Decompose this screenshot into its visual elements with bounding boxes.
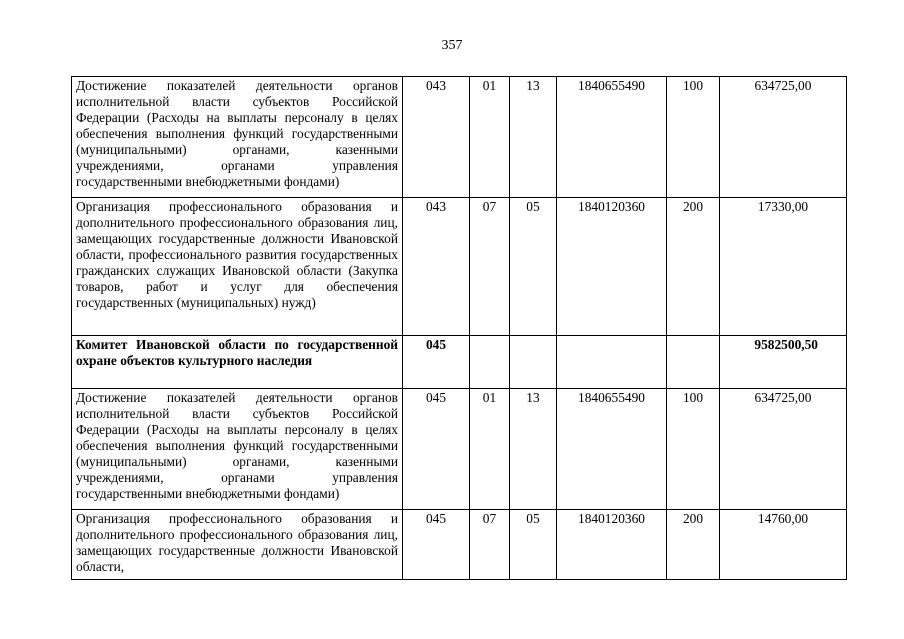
ministry-code: 045: [403, 389, 470, 510]
table-row: [72, 510, 847, 580]
expense-type-code: [667, 336, 720, 389]
row-description: Достижение показателей деятельности органов исполнительной власти субъектов Российской Федерации (Расходы на выплаты персоналу в целях обеспечения выполнения функций государственными (муниципальными) органами, казенными учреждениями, органами управления государственными внебюджетными фондами): [72, 77, 403, 198]
amount: 634725,00: [720, 77, 847, 198]
section-code: [470, 336, 510, 389]
budget-table: [71, 76, 847, 580]
table-row: [72, 336, 847, 389]
target-article-code: 1840655490: [557, 77, 667, 198]
subsection-code: 05: [510, 510, 557, 580]
row-description: Комитет Ивановской области по государственной охране объектов культурного наследия: [72, 336, 403, 389]
expense-type-code: 200: [667, 510, 720, 580]
target-article-code: [557, 336, 667, 389]
expense-type-code: 200: [667, 198, 720, 336]
amount: 9582500,50: [720, 336, 847, 389]
ministry-code: 043: [403, 77, 470, 198]
subsection-code: 13: [510, 77, 557, 198]
target-article-code: 1840120360: [557, 198, 667, 336]
target-article-code: 1840120360: [557, 510, 667, 580]
section-code: 07: [470, 198, 510, 336]
ministry-code: 045: [403, 336, 470, 389]
subsection-code: [510, 336, 557, 389]
table-row: [72, 389, 847, 510]
ministry-code: 043: [403, 198, 470, 336]
subsection-code: 13: [510, 389, 557, 510]
table-row: [72, 77, 847, 198]
section-code: 01: [470, 77, 510, 198]
ministry-code: 045: [403, 510, 470, 580]
expense-type-code: 100: [667, 389, 720, 510]
row-description: Организация профессионального образования и дополнительного профессионального образования лиц, замещающих государственные должности Ивановской области, профессионального развития государственных гражданских служащих Ивановской области (Закупка товаров, работ и услуг для обеспечения государственных (муниципальных) нужд): [72, 198, 403, 336]
target-article-code: 1840655490: [557, 389, 667, 510]
table-row: [72, 198, 847, 336]
subsection-code: 05: [510, 198, 557, 336]
amount: 634725,00: [720, 389, 847, 510]
section-code: 07: [470, 510, 510, 580]
row-description: Достижение показателей деятельности органов исполнительной власти субъектов Российской Федерации (Расходы на выплаты персоналу в целях обеспечения выполнения функций государственными (муниципальными) органами, казенными учреждениями, органами управления государственными внебюджетными фондами): [72, 389, 403, 510]
amount: 17330,00: [720, 198, 847, 336]
expense-type-code: 100: [667, 77, 720, 198]
section-code: 01: [470, 389, 510, 510]
page-number: 357: [441, 38, 463, 53]
amount: 14760,00: [720, 510, 847, 580]
row-description: Организация профессионального образования и дополнительного профессионального образования лиц, замещающих государственные должности Ивановской области,: [72, 510, 403, 580]
